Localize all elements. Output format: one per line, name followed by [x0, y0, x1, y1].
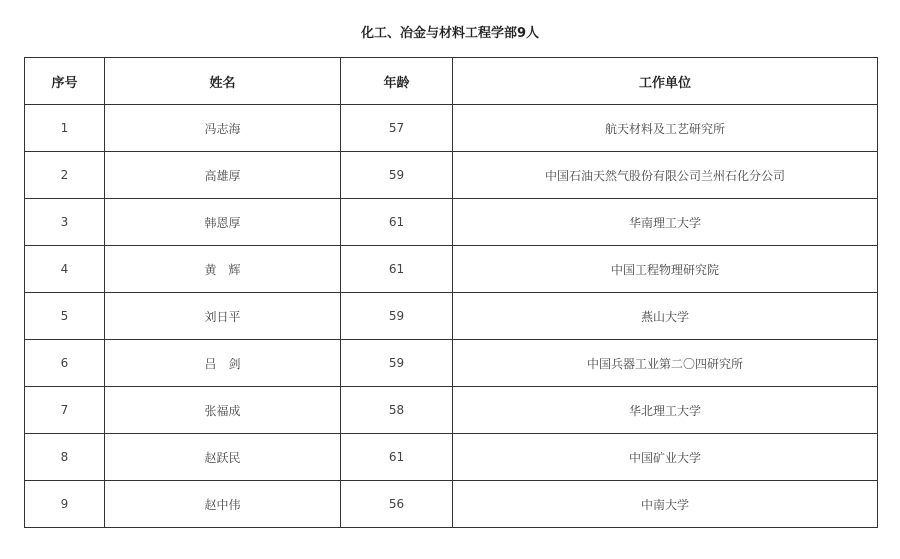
- cell-org: 中南大学: [453, 481, 878, 528]
- header-age: 年龄: [341, 58, 453, 105]
- cell-org: 华南理工大学: [453, 199, 878, 246]
- table-row: [25, 199, 878, 246]
- cell-name: 刘日平: [105, 293, 341, 340]
- cell-index: 7: [25, 387, 105, 434]
- cell-name: 吕 剑: [105, 340, 341, 387]
- table-row: [25, 434, 878, 481]
- cell-name: 赵跃民: [105, 434, 341, 481]
- cell-index: 1: [25, 105, 105, 152]
- header-org: 工作单位: [453, 58, 878, 105]
- cell-org: 中国工程物理研究院: [453, 246, 878, 293]
- cell-name: 韩恩厚: [105, 199, 341, 246]
- header-index: 序号: [25, 58, 105, 105]
- cell-index: 3: [25, 199, 105, 246]
- cell-org: 华北理工大学: [453, 387, 878, 434]
- table-row: [25, 152, 878, 199]
- cell-org: 中国石油天然气股份有限公司兰州石化分公司: [453, 152, 878, 199]
- member-table: [24, 57, 878, 528]
- cell-org: 航天材料及工艺研究所: [453, 105, 878, 152]
- table-header-row: [25, 58, 878, 105]
- cell-age: 58: [341, 387, 453, 434]
- cell-org: 燕山大学: [453, 293, 878, 340]
- cell-index: 6: [25, 340, 105, 387]
- cell-age: 61: [341, 434, 453, 481]
- cell-org: 中国兵器工业第二〇四研究所: [453, 340, 878, 387]
- cell-age: 59: [341, 152, 453, 199]
- cell-age: 59: [341, 293, 453, 340]
- cell-index: 8: [25, 434, 105, 481]
- cell-name: 赵中伟: [105, 481, 341, 528]
- cell-org: 中国矿业大学: [453, 434, 878, 481]
- cell-age: 59: [341, 340, 453, 387]
- cell-index: 2: [25, 152, 105, 199]
- table-row: [25, 340, 878, 387]
- cell-name: 冯志海: [105, 105, 341, 152]
- table-row: [25, 387, 878, 434]
- cell-age: 61: [341, 246, 453, 293]
- cell-name: 张福成: [105, 387, 341, 434]
- header-name: 姓名: [105, 58, 341, 105]
- table-row: [25, 481, 878, 528]
- cell-age: 57: [341, 105, 453, 152]
- cell-age: 61: [341, 199, 453, 246]
- table-row: [25, 246, 878, 293]
- table-row: [25, 293, 878, 340]
- cell-age: 56: [341, 481, 453, 528]
- cell-index: 5: [25, 293, 105, 340]
- cell-name: 黄 辉: [105, 246, 341, 293]
- cell-index: 9: [25, 481, 105, 528]
- page-title: 化工、冶金与材料工程学部9人: [360, 26, 540, 41]
- cell-index: 4: [25, 246, 105, 293]
- table-row: [25, 105, 878, 152]
- cell-name: 高雄厚: [105, 152, 341, 199]
